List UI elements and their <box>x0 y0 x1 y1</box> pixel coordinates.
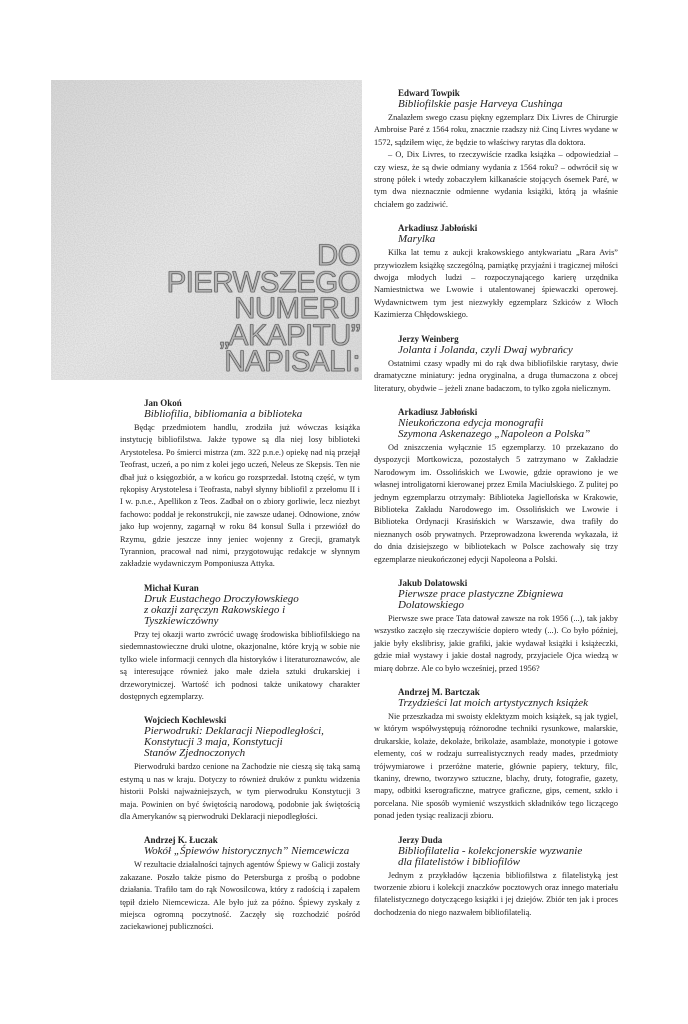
excerpt-paragraph: Znalazłem swego czasu piękny egzemplarz Dix Livres de Chirurgie Ambroise Paré z 1564 roku, znacznie rzadszy niż Cinq Livres wydane w 1572, sądziłem więc, że będzie to właściwy rarytas dla doktora. <box>374 113 618 147</box>
excerpt-paragraph: Pierwsze swe prace Tata datował zawsze na rok 1956 (...), tak jakby wszystko zaczęło się rzeczywiście dopiero wtedy (...). Co było później, jakie były ekslibrisy, jakie grafiki, jakie wydawał książki i książeczki, gdzie miał wystawy i jakie dostał nagrody, przyjaciele Ojca wiedzą w miarę dobrze. Ale co było wcześniej, przed 1956? <box>374 613 618 673</box>
article-title: Jolanta i Jolanda, czyli Dwaj wybrańcy <box>398 343 573 356</box>
article-excerpt <box>120 859 360 933</box>
hero-heading-line: NAPISALI: <box>224 345 360 378</box>
hero-heading-line: „AKAPITU” <box>219 318 360 352</box>
article-entry <box>120 583 360 703</box>
article-excerpt <box>374 870 618 920</box>
article-author: Arkadiusz Jabłoński <box>398 406 478 417</box>
excerpt-paragraph: W rezultacie działalności tajnych agentów Śpiewy w Galicji zostały zakazane. Poszło także pismo do Petersburga z prośbą o podobne działania. Trafiło tam do rąk Nowosilcowa, który z radością i zapałem tępił dzieło Niemcewicza. Ale było już za późno. Śpiewy zyskały z miejsca ogromną poczytność. Zaczęły się rozchodzić pośród zaciekawionej publiczności. <box>120 860 360 932</box>
article-title: Trzydzieści lat moich artystycznych książek <box>398 697 589 709</box>
article-excerpt <box>374 711 618 823</box>
article-excerpt <box>374 613 618 675</box>
excerpt-paragraph: Ostatnimi czasy wpadły mi do rąk dwa bibliofilskie rarytasy, dwie dramatyczne miniatury: jedna oryginalna, a druga tłumaczona z obcej literatury, obydwie – jeżeli znane badaczom, to tylko zgoła nielicznym. <box>374 358 618 393</box>
excerpt-paragraph: Jednym z przykładów łączenia bibliofilstwa z filatelistyką jest tworzenie zbioru i kolekcji znaczków pocztowych oraz innego materiału filatelistycznego dotyczącego książki i jej dziejów. Zbiór ten jak i proces dochodzenia do niego nazwałem bibliofilatelią. <box>374 870 618 917</box>
article-excerpt <box>374 247 618 321</box>
article-author: Jerzy Duda <box>398 834 443 845</box>
article-excerpt <box>120 629 360 703</box>
article-entry <box>120 715 360 823</box>
article-author: Jakub Dolatowski <box>398 577 468 588</box>
article-author: Jan Okoń <box>144 398 182 408</box>
excerpt-paragraph: Pierwodruki bardzo cenione na Zachodzie nie cieszą się taką samą estymą u nas w kraju. Dotyczy to również druków z punktu widzenia historii Polski najważniejszych, w tym pierwodruku Konstytucji 3 maja. Powinien on być świętością narodową, podobnie jak świętością dla Amerykanów są pierwodruki Deklaracji niepodległości. <box>120 762 360 821</box>
article-title: Nieukończona edycja monografii <box>398 416 544 429</box>
excerpt-paragraph: Przy tej okazji warto zwrócić uwagę środowiska bibliofilskiego na siedemnastowieczne druki ulotne, okazjonalne, które kryją w sobie nie tylko wiele informacji cennych dla historyków i literaturoznawców, ale są interesujące również jako małe dzieła sztuki drukarskiej i drzeworytniczej. Wartość ich podnosi także unikatowy charakter dostępnych egzemplarzy. <box>120 629 360 701</box>
article-entry <box>120 835 360 933</box>
article-excerpt <box>374 112 618 211</box>
article-author: Andrzej K. Łuczak <box>144 835 218 846</box>
article-title: Bibliofilatelia - kolekcjonerskie wyzwanie <box>398 844 583 857</box>
excerpt-paragraph: Będąc przedmiotem handlu, zrodziła już wówczas książka instytucję bibliofilstwa. Jakże typowe są dla niej losy biblioteki Arystotelesa. Po śmierci mistrza (zm. 322 p.n.e.) opiekę nad nią przejął Teofrast, uczeń, a po nim z kolei jego uczeń, Neleus ze Skepsis. Ten nie dbał już o księgozbiór, a w końcu go rozsprzedał. Istotną część, w tym rękopisy Arystotelesa i Teofrasta, nabył słynny bibliofil z przełomu II i I w. p.n.e., Apellikon z Teos. Zadbał on o zbiory gorliwie, lecz niezbyt fachowo: poddał je rekonstrukcji, nie zawsze udanej. Odnowione, znów jako łup wojenny, zagarnął w roku 84 konsul Sulla i przewiózł do Rzymu, gdzie jeszcze inny jeniec wojenny z Grecji, gramatyk Tyrannion, pracował nad nimi, przygotowując redakcje w słynnym zakładzie wydawniczym Pomponiusza Attyka. <box>120 423 360 569</box>
article-author: Edward Towpik <box>398 88 460 98</box>
article-title: Wokół „Śpiewów historycznych” Niemcewicza <box>144 845 350 858</box>
excerpt-paragraph: – O, Dix Livres, to rzeczywiście rzadka książka – odpowiedział – czy wiesz, że są dwie odmiany wydania z 1564 roku? – odwrócił się w stronę półek i wtedy zobaczyłem kilkanaście stojących ósemek Paré, w tym dwa nieznacznie odmienne wydania książki, którą ja właśnie chciałem go zadziwić. <box>374 150 618 209</box>
article-title: Stanów Zjednoczonych <box>144 747 246 760</box>
article-excerpt <box>120 422 360 571</box>
article-author: Wojciech Kochlewski <box>144 715 227 726</box>
article-excerpt <box>374 442 618 566</box>
article-title: Bibliofilskie pasje Harveya Cushinga <box>398 98 563 110</box>
article-excerpt <box>120 761 360 823</box>
article-title: Druk Eustachego Droczyłowskiego <box>144 592 299 605</box>
article-entry <box>374 88 618 211</box>
excerpt-paragraph: Od zniszczenia wyłącznie 15 egzemplarzy. 10 przekazano do dyspozycji Mortkowicza, pozostałych 5 zatrzymano w Zakładzie Narodowym im. Ossolińskich we Lwowie, gdzie oprawiono je we własnej introligatorni kierowanej przez Emila Maciułskiego. Z pulitej po jednym egzemplarzu otrzymały: Biblioteka Jagiellońska w Krakowie, Biblioteka Zakładu Narodowego im. Ossolińskich we Lwowie i Biblioteka Ordynacji Krasińskich w Warszawie, dwa trafiły do nieznanych osób prywatnych. Przeprowadzona kwerenda wykazała, iż do dnia dzisiejszego w bibliotekach w Polsce zachowały się trzy egzemplarze nieukończonej edycji Napoleona a Polski. <box>374 442 618 564</box>
article-entry <box>374 835 618 920</box>
hero-heading <box>166 239 360 378</box>
article-title: z okazji zaręczyn Rakowskiego i Tyszkiewiczówny <box>144 603 286 627</box>
article-author: Andrzej M. Bartczak <box>398 687 480 697</box>
article-title: Marylka <box>398 233 436 246</box>
hero-heading-line: DO <box>316 239 360 272</box>
article-title: Pierwsze prace plastyczne Zbigniewa Dolatowskiego <box>398 587 564 611</box>
article-entry <box>374 334 618 395</box>
article-entry <box>374 687 618 823</box>
article-entry <box>374 578 618 675</box>
article-entry <box>374 407 618 566</box>
excerpt-paragraph: Nie przeszkadza mi swoisty eklektyzm moich książek, są jak tygiel, w którym współwystępują różnorodne techniki rysunkowe, malarskie, drukarskie, kolaże, dekolaże, brikolaże, asamblaże, monotypie i gotowe elementy, coś w rodzaju surrealistycznych ready mades, przedmioty trójwymiarowe i przeróżne materie, głównie papiery, tektury, filc, tkaniny, drewno, tworzywo sztuczne, blachy, druty, fotografie, gazety, mapy, odbitki kserograficzne, matryce graficzne, gips, cement, szkło i porcelana. Nie sposób wymienić wszystkich składników tego liczącego ponad jeden tysiąc realizacji zbioru. <box>374 712 618 821</box>
right-column <box>374 88 618 931</box>
hero-heading-line: NUMERU <box>234 292 360 325</box>
article-title: Bibliofilia, bibliomania a biblioteka <box>144 408 303 420</box>
left-column <box>120 398 360 946</box>
article-title: Pierwodruki: Deklaracji Niepodległości, <box>144 725 324 738</box>
article-excerpt <box>374 358 618 395</box>
article-entry <box>120 398 360 571</box>
article-author: Jerzy Weinberg <box>398 333 459 344</box>
article-title: Szymona Askenazego „Napoleon a Polska” <box>398 427 591 440</box>
article-entry <box>374 223 618 321</box>
hero-image <box>51 80 362 380</box>
hero-heading-line: PIERWSZEGO <box>166 265 360 299</box>
article-title: Konstytucji 3 maja, Konstytucji <box>144 736 283 749</box>
article-author: Arkadiusz Jabłoński <box>398 223 478 234</box>
excerpt-paragraph: Kilka lat temu z aukcji krakowskiego antykwariatu „Rara Avis” przywiozłem książkę szczególną, pamiątkę przyjaźni i tragicznej miłości dwojga młodych ludzi – rozpoczynającego karierę urzędnika Namiestnictwa we Lwowie i utalentowanej śpiewaczki operowej. Wydawnictwem tym jest niezwykły egzemplarz Szkiców z Włoch Kazimierza Chłędowskiego. <box>374 248 618 320</box>
article-author: Michał Kuran <box>144 582 199 593</box>
article-title: dla filatelistów i bibliofilów <box>398 855 520 868</box>
